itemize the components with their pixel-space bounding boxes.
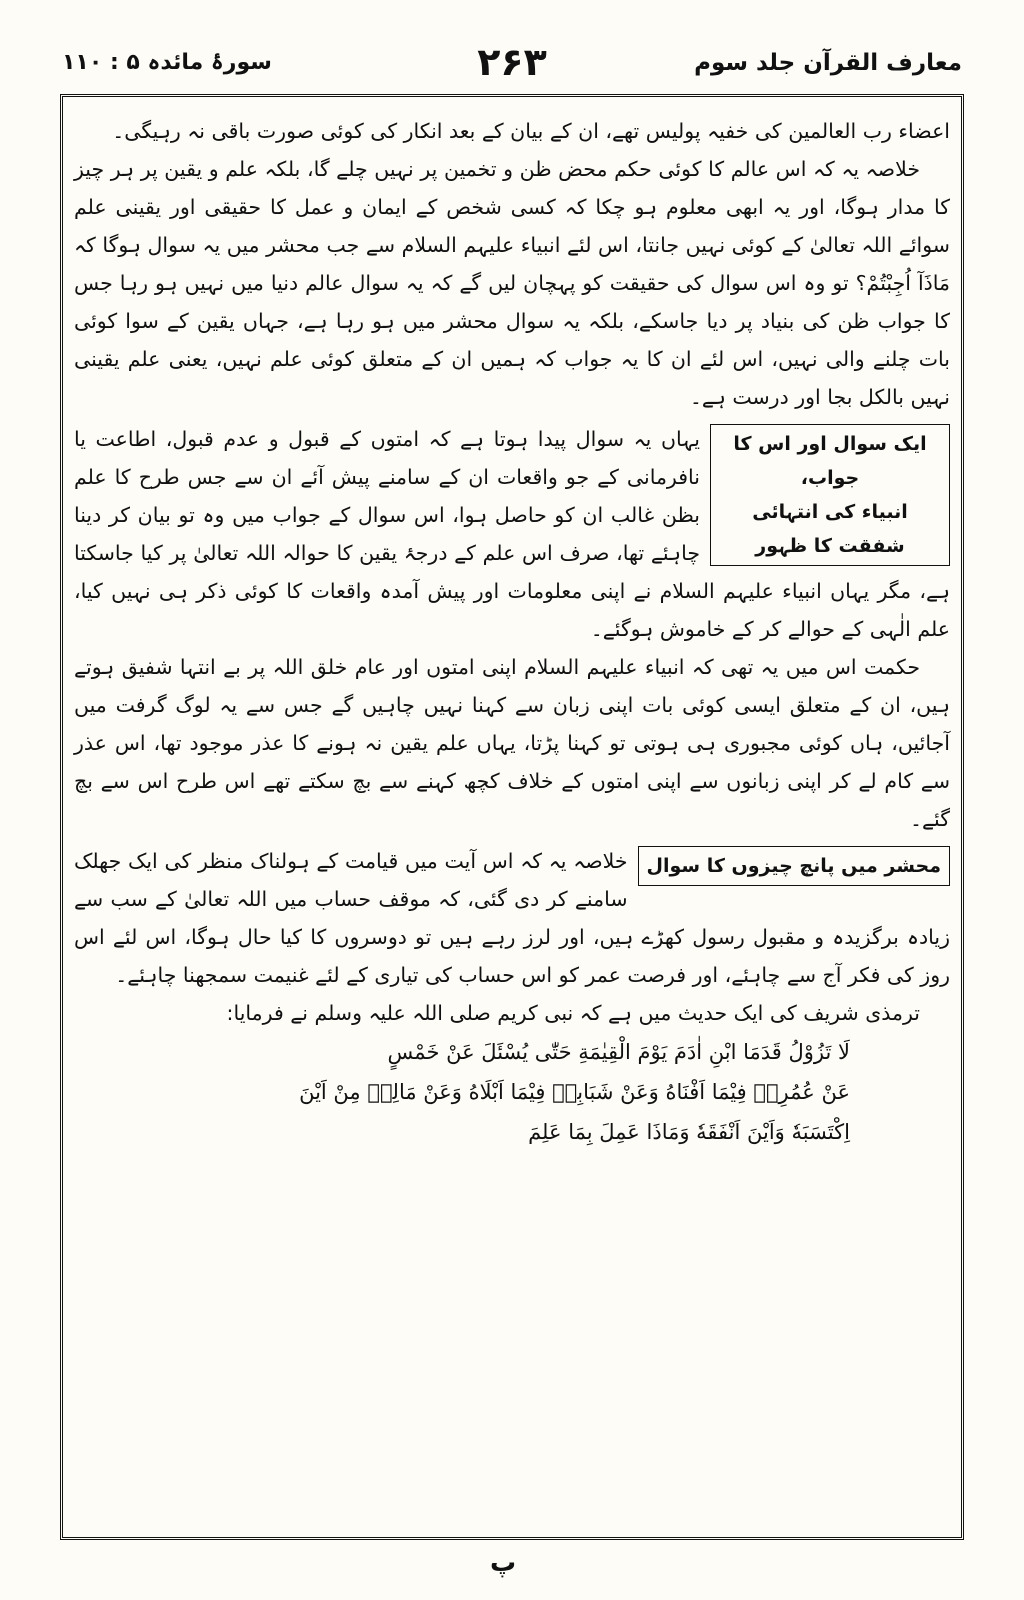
side-heading-line: ایک سوال اور اس کا جواب، (733, 433, 927, 489)
section-text: یہاں یہ سوال پیدا ہوتا ہے کہ امتوں کے قبول و عدم قبول، اطاعت یا نافرمانی کے جو واقعات ان کے سامنے پیش آئے ان سے جس طرح کا علم بظن غالب ان کو حاصل ہوا، اس سوال کے جواب میں وہ تو بیان کر دینا چاہئے تھا، صرف اس علم کے درجۂ یقین کا حوالہ اللہ تعالیٰ پر کیا جاسکتا ہے، مگر یہاں انبیاء علیہم السلام نے اپنی معلومات اور پیش آمدہ واقعات کا کوئی ذکر ہی نہیں کیا، علم الٰہی کے حوالے کر کے خاموش ہوگئے۔ (74, 427, 950, 641)
arabic-line: اِكْتَسَبَهٗ وَاَیْنَ اَنْفَقَهٗ وَمَاذَا عَمِلَ بِمَا عَلِمَ (528, 1120, 850, 1144)
section-one (74, 420, 950, 648)
paragraph: حکمت اس میں یہ تھی کہ انبیاء علیہم السلام اپنی امتوں اور عام خلق اللہ پر بے انتہا شفیق ہوتے ہیں، ان کے متعلق ایسی کوئی بات اپنی زبان سے کہنا نہیں چاہیں گے جس سے یہ لوگ گرفت میں آجائیں، ہاں کوئی مجبوری ہی ہوتی تو کہنا پڑتا، یہاں علم یقین نہ ہونے کا عذر موجود تھا، اس عذر سے کام لے کر اپنی زبانوں سے اپنی امتوں کے خلاف کچھ کہنے سے بچ سکتے تھے اس طرح اس سے بچ گئے۔ (74, 655, 950, 831)
side-heading-line: انبیاء کی انتہائی شفقت کا ظہور (752, 501, 908, 557)
page-body (74, 112, 950, 1152)
arabic-hadith (74, 1032, 950, 1152)
paragraph: اعضاء رب العالمین کی خفیہ پولیس تھے، ان کے بیان کے بعد انکار کی کوئی صورت باقی نہ رہیگی۔ (112, 119, 950, 143)
section-two (74, 842, 950, 994)
paragraph: خلاصہ یہ کہ اس عالم کا کوئی حکم محض ظن و تخمین پر نہیں چلے گا، بلکہ علم و یقین پر ہر چیز کا مدار ہوگا، اور یہ ابھی معلوم ہو چکا کہ کسی شخص کے ایمان و عمل کا حقیقی اور یقینی علم سوائے اللہ تعالیٰ کے کوئی نہیں جانتا، اس لئے انبیاء علیہم السلام سے جب محشر میں یہ سوال ہوگا کہ مَاذَآ اُجِبْتُمْ؟ تو وہ اس سوال کی حقیقت کو پہچان لیں گے کہ یہ سوال عالم دنیا میں نہیں ہو رہا جس کا جواب ظن کی بنیاد پر دیا جاسکے، بلکہ یہ سوال محشر میں ہو رہا ہے، جہاں یقین کے سوا کوئی بات چلنے والی نہیں، اس لئے ان کا یہ جواب کہ ہمیں ان کے متعلق کوئی علم نہیں، یعنی علم یقینی نہیں بالکل بجا اور درست ہے۔ (74, 157, 950, 409)
page-number: ۲۶۳ (477, 40, 547, 84)
footer-mark: پ (490, 1548, 517, 1578)
hadith-intro: ترمذی شریف کی ایک حدیث میں ہے کہ نبی کریم صلی اللہ علیہ وسلم نے فرمایا: (226, 1001, 920, 1025)
section-text: خلاصہ یہ کہ اس آیت میں قیامت کے ہولناک منظر کی ایک جھلک سامنے کر دی گئی، کہ موقف حساب میں اللہ تعالیٰ کے سب سے زیادہ برگزیدہ و مقبول رسول کھڑے ہیں، اور لرز رہے ہیں تو دوسروں کا کیا حال ہوگا، اس لئے اس روز کی فکر آج سے چاہئے، اور فرصت عمر کو اس حساب کی تیاری کے لئے غنیمت سمجھنا چاہئے۔ (74, 849, 950, 987)
page-header (62, 42, 962, 90)
side-heading-question (710, 424, 950, 566)
side-heading-five-questions: محشر میں پانچ چیزوں کا سوال (638, 846, 950, 886)
book-title: معارف القرآن جلد سوم (694, 50, 962, 76)
arabic-line: عَنْ عُمُرِهٖ فِیْمَا اَفْنَاهُ وَعَنْ شَبَابِهٖ فِیْمَا اَبْلَاهُ وَعَنْ مَالِهٖ مِنْ اَیْنَ (299, 1080, 850, 1104)
surah-reference: سورۂ مائدہ ۵ : ۱۱۰ (62, 50, 272, 75)
arabic-line: لَا تَزُوْلُ قَدَمَا ابْنِ اٰدَمَ یَوْمَ الْقِیٰمَةِ حَتّٰی یُسْئَلَ عَنْ خَمْسٍ (387, 1040, 850, 1064)
